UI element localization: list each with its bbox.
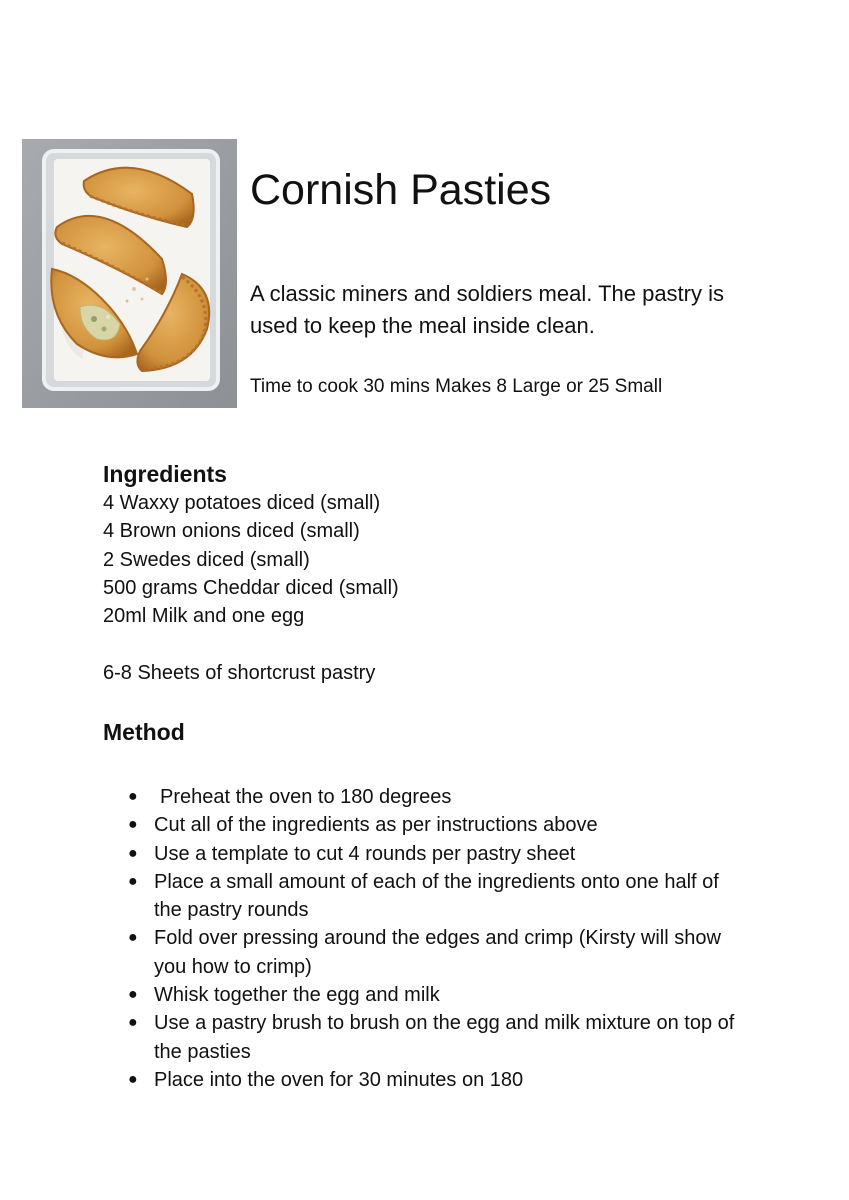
bullet-icon: ● (128, 788, 138, 805)
recipe-description: A classic miners and soldiers meal. The pastry is used to keep the meal inside clean. (250, 281, 724, 338)
ingredient-item: 500 grams Cheddar diced (small) (103, 576, 399, 599)
ingredient-item: 2 Swedes diced (small) (103, 548, 310, 571)
method-step (128, 924, 748, 981)
bullet-icon: ● (128, 844, 138, 862)
method-step-text: Cut all of the ingredients as per instructions above (154, 814, 598, 837)
method-step (128, 840, 748, 868)
method-step (128, 783, 748, 811)
recipe-meta: Time to cook 30 mins Makes 8 Large or 25 Small (250, 376, 663, 397)
method-step-text: Use a pastry brush to brush on the egg and milk mixture on top of the pasties (154, 1012, 735, 1063)
bullet-icon: ● (128, 929, 138, 947)
method-step-text: Place into the oven for 30 minutes on 180 (154, 1068, 524, 1091)
bullet-icon: ● (128, 986, 138, 1004)
method-step (128, 1066, 748, 1094)
ingredients-list (103, 489, 399, 630)
recipe-title: Cornish Pasties (250, 166, 552, 214)
bullet-icon: ● (128, 1014, 138, 1032)
pastry-ingredient: 6-8 Sheets of shortcrust pastry (103, 662, 376, 684)
method-list (128, 783, 748, 1094)
method-step (128, 1009, 748, 1066)
method-step (128, 811, 748, 839)
method-step (128, 981, 748, 1009)
bullet-icon: ● (128, 1070, 138, 1088)
ingredients-heading: Ingredients (103, 461, 227, 487)
method-step-text: Fold over pressing around the edges and crimp (Kirsty will show you how to crimp) (154, 927, 721, 978)
ingredient-item: 20ml Milk and one egg (103, 605, 305, 628)
method-step-text: Whisk together the egg and milk (154, 984, 440, 1007)
method-step-text: Place a small amount of each of the ingredients onto one half of the pastry rounds (154, 870, 719, 922)
pasties-on-tray-icon (22, 139, 237, 408)
method-step-text: Use a template to cut 4 rounds per pastry sheet (154, 842, 576, 865)
method-heading: Method (103, 719, 185, 745)
method-step-text: Preheat the oven to 180 degrees (160, 786, 452, 808)
pasties-photo (22, 139, 237, 408)
bullet-icon: ● (128, 816, 138, 834)
ingredient-item: 4 Waxxy potatoes diced (small) (103, 492, 381, 514)
bullet-icon: ● (128, 872, 138, 890)
ingredient-item: 4 Brown onions diced (small) (103, 520, 360, 543)
method-step (128, 868, 748, 925)
